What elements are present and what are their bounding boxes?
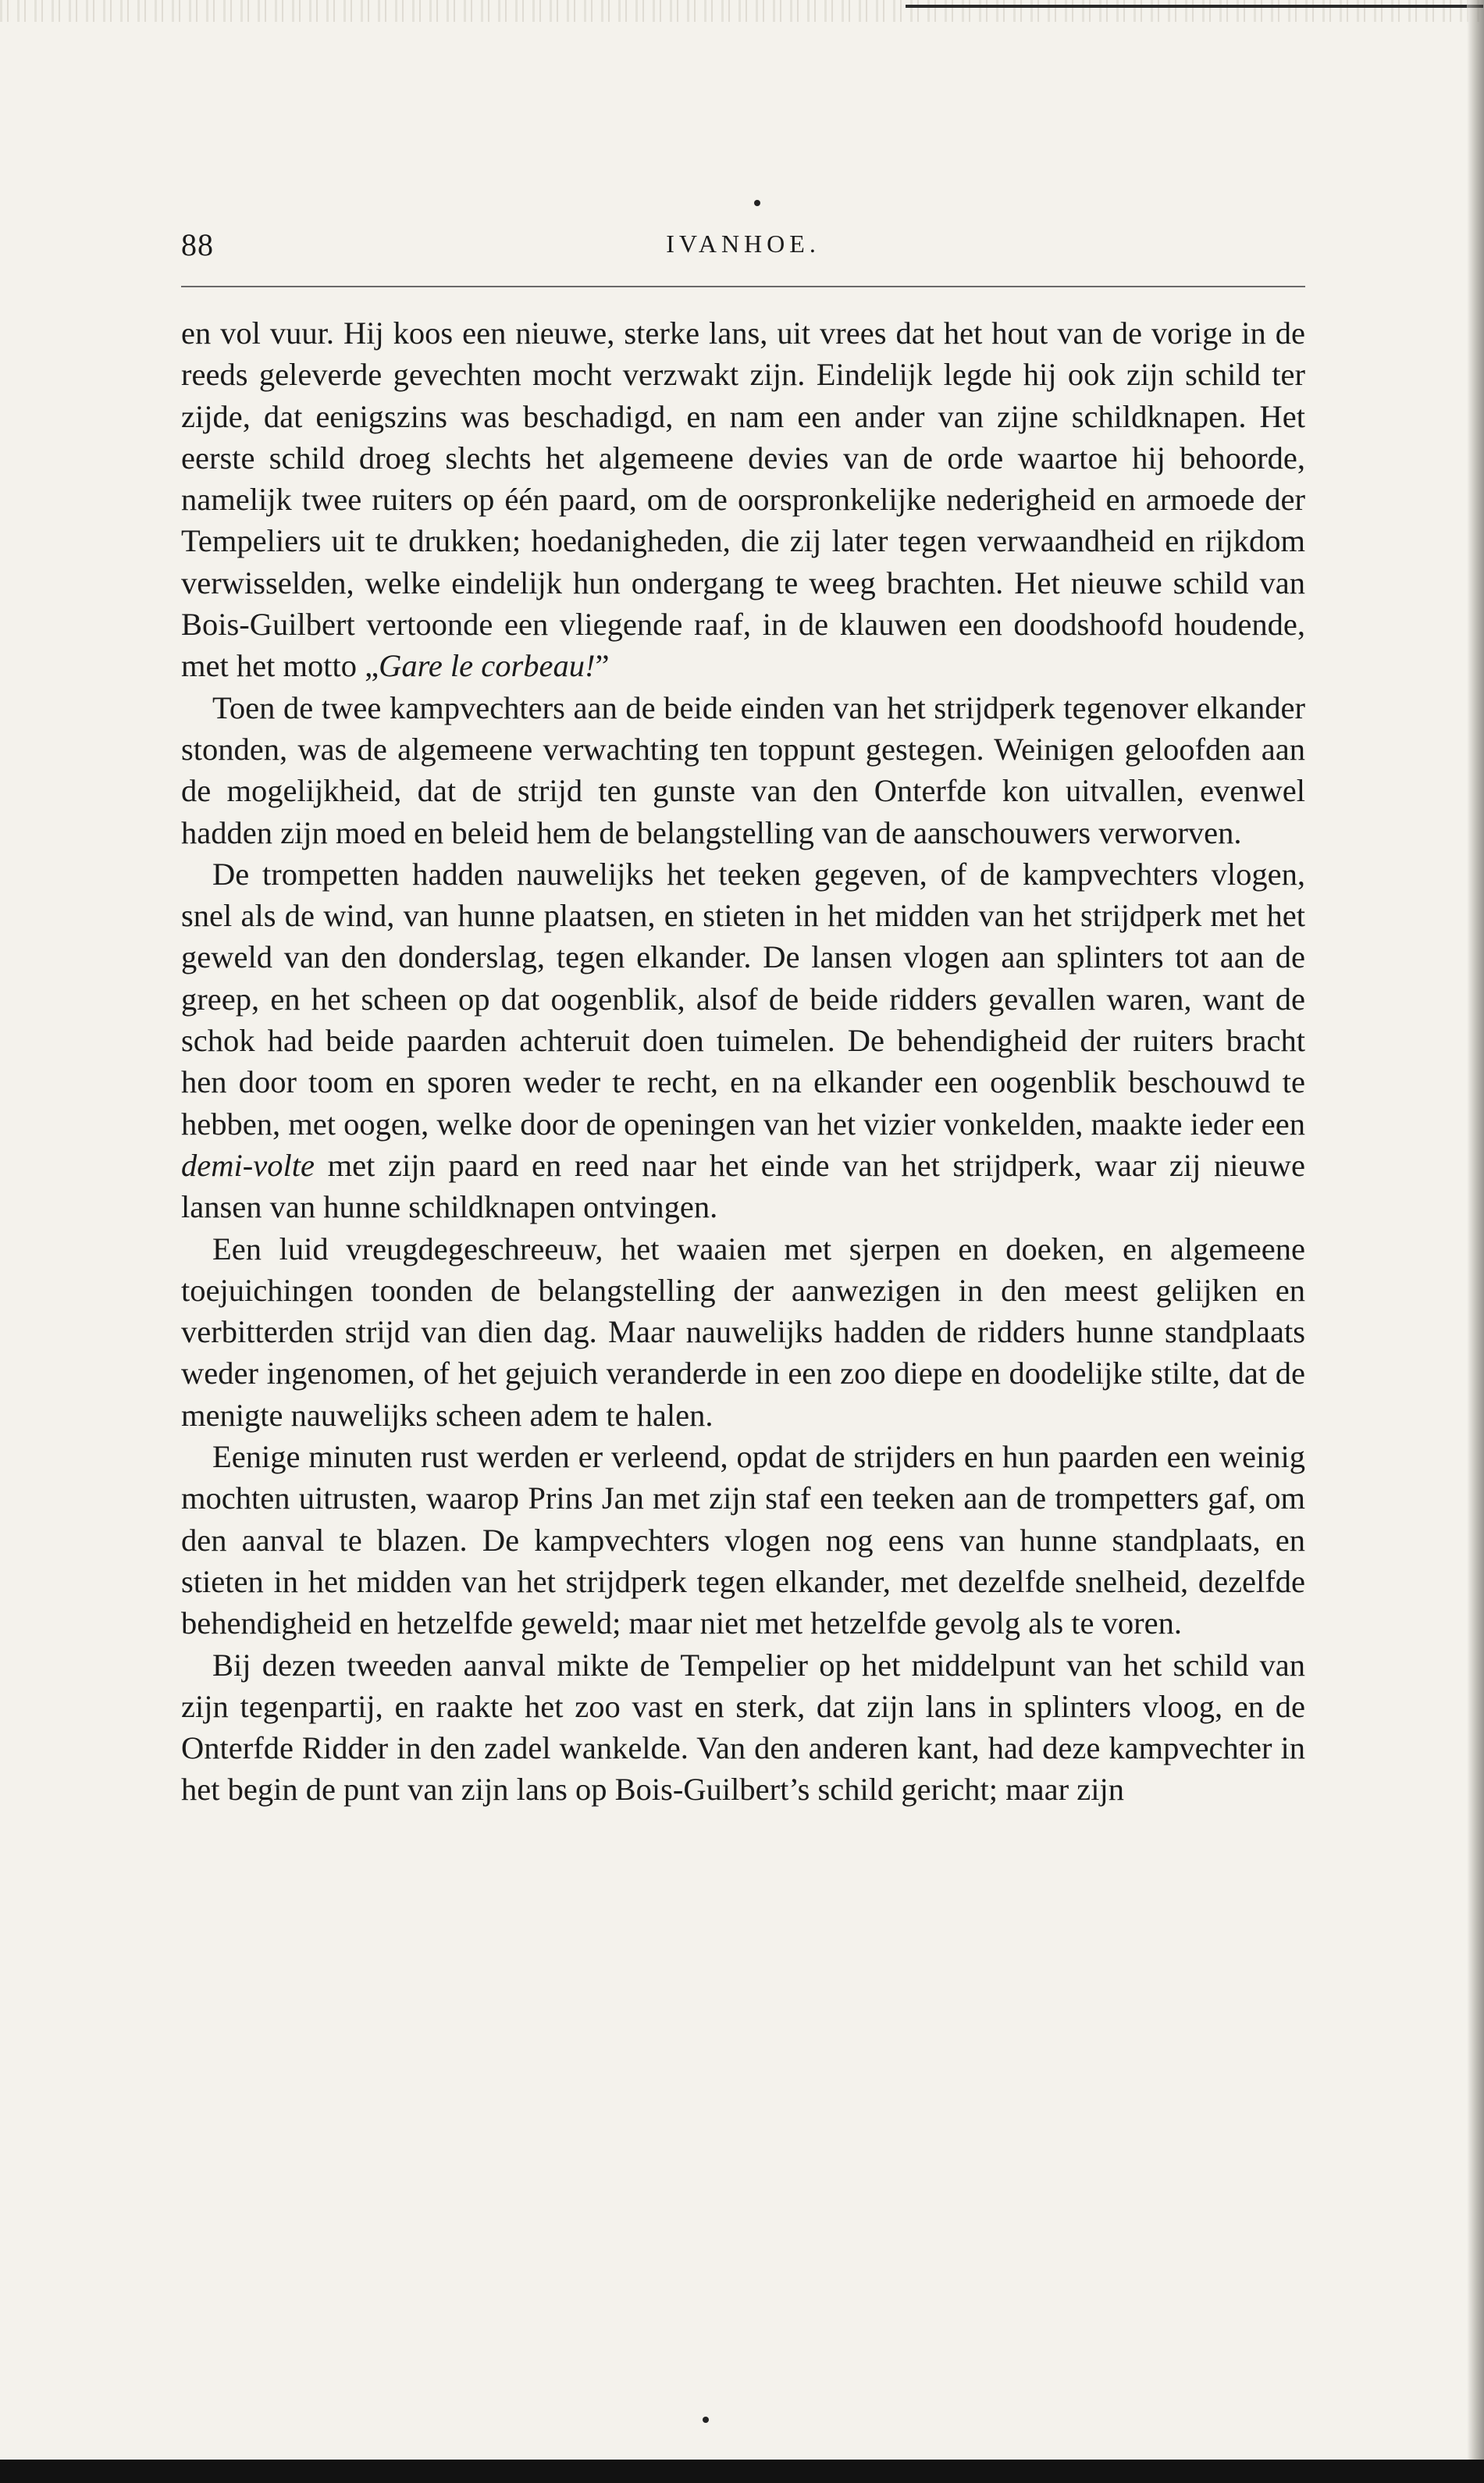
running-title: IVANHOE. xyxy=(666,230,820,258)
body-text xyxy=(181,312,1305,1811)
closing-quote: ” xyxy=(595,648,610,684)
scan-bottom-edge xyxy=(0,2460,1484,2483)
paragraph-6: Bij dezen tweeden aanval mikte de Tempelier op het middelpunt van het schild van zijn tegenpartij, en raakte het zoo vast en sterk, dat zijn lans in splinters vloog, en de Onterfde Ridder in den zadel wankelde. Van den anderen kant, had deze kampvechter in het begin de punt van zijn lans op Bois-Guilbert’s schild gericht; maar zijn xyxy=(181,1647,1305,1808)
paragraph-3 xyxy=(181,853,1305,1228)
ink-speck xyxy=(703,2417,709,2423)
demi-volte-term: demi-volte xyxy=(181,1147,315,1183)
paragraph-2: Toen de twee kampvechters aan de beide einden van het strijdperk tegenover elkander stonden, was de algemeene verwachting ten toppunt gestegen. Weinigen geloofden aan de mogelijkheid, dat de strijd ten gunste van den Onterfde kon uitvallen, evenwel hadden zijn moed en beleid hem de belangstelling van de aanschouwers verworven. xyxy=(181,689,1305,850)
paragraph-1 xyxy=(181,312,1305,687)
paragraph-1-text: en vol vuur. Hij koos een nieuwe, sterke lans, uit vrees dat het hout van de vorige in de reeds geleverde gevechten mocht verzwakt zijn. Eindelijk legde hij ook zijn schild ter zijde, dat eenigszins was beschadigd, en nam een ander van zijne schildknapen. Het eerste schild droeg slechts het algemeene devies van de orde waartoe hij behoorde, namelijk twee ruiters op één paard, om de oorspronkelijke nederigheid en armoede der Tempeliers uit te drukken; hoedanigheden, die zij later tegen verwaandheid en rijkdom verwisselden, welke eindelijk hun ondergang te weeg brachten. Het nieuwe schild van Bois-Guilbert vertoonde een vliegende raaf, in de klauwen een doodshoofd houdende, met het motto „ xyxy=(181,315,1305,684)
page-header xyxy=(181,226,1305,273)
header-rule xyxy=(181,286,1305,287)
scan-top-noise xyxy=(0,0,1484,22)
scan-right-edge xyxy=(1467,0,1484,2483)
motto: Gare le corbeau! xyxy=(379,648,596,684)
paragraph-5: Eenige minuten rust werden er verleend, opdat de strijders en hun paarden een weinig mochten uitrusten, waarop Prins Jan met zijn staf een teeken aan de trompetters gaf, om den aanval te blazen. De kampvechters vlogen nog eens van hunne standplaats, en stieten in het midden van het strijdperk tegen elkander, met dezelfde snelheid, dezelfde behendigheid en hetzelfde geweld; maar niet met hetzelfde gevolg als te voren. xyxy=(181,1439,1305,1641)
paragraph-3-text-b: met zijn paard en reed naar het einde van het strijdperk, waar zij nieuwe lansen van hunne schildknapen ontvingen. xyxy=(181,1147,1305,1225)
paragraph-3-text-a: De trompetten hadden nauwelijks het teeken gegeven, of de kampvechters vlogen, snel als de wind, van hunne plaatsen, en stieten in het midden van het strijdperk met het geweld van den donderslag, tegen elkander. De lansen vlogen aan splinters tot aan de greep, en het scheen op dat oogenblik, alsof de beide ridders gevallen waren, want de schok had beide paarden achteruit doen tuimelen. De behendigheid der ruiters bracht hen door toom en sporen weder te recht, en na elkander een oogenblik beschouwd te hebben, met oogen, welke door de openingen van het vizier vonkelden, maakte ieder een xyxy=(181,856,1305,1142)
page-number: 88 xyxy=(181,227,214,262)
scan-top-line xyxy=(906,5,1483,8)
ink-speck xyxy=(754,200,760,206)
paragraph-4: Een luid vreugdegeschreeuw, het waaien met sjerpen en doeken, en algemeene toejuichingen toonden de belangstelling der aanwezigen in den meest gelijken en verbitterden strijd van dien dag. Maar nauwelijks hadden de ridders hunne standplaats weder ingenomen, of het gejuich veranderde in een zoo diepe en doodelijke stilte, dat de menigte nauwelijks scheen adem te halen. xyxy=(181,1231,1305,1433)
